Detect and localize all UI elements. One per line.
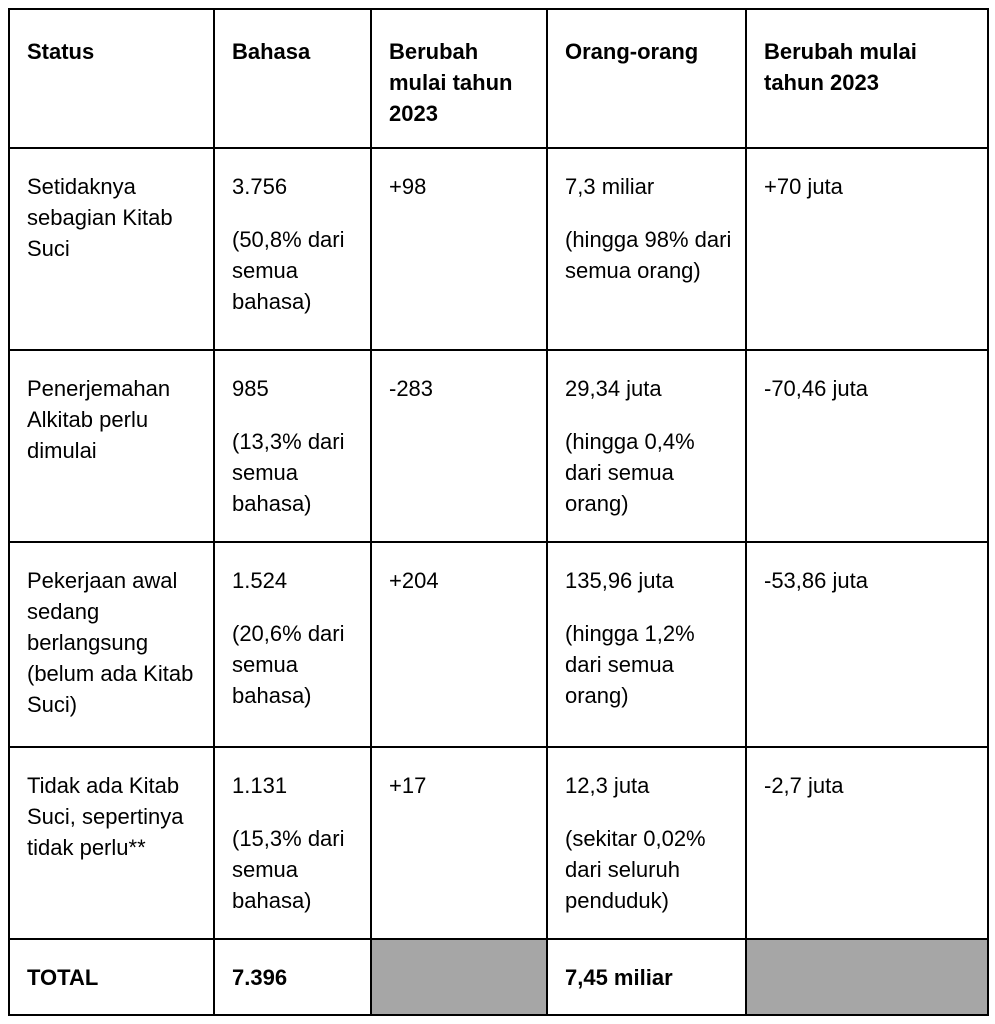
- languages-note: (20,6% dari semua bahasa): [232, 621, 345, 709]
- people-change-value: -2,7 juta: [764, 773, 844, 799]
- status-label: Tidak ada Kitab Suci, sepertinya tidak perlu**: [27, 773, 184, 861]
- people-cell: [547, 747, 746, 939]
- languages-note: (13,3% dari semua bahasa): [232, 429, 345, 517]
- status-label: Penerjemahan Alkitab perlu dimulai: [27, 376, 171, 464]
- languages-change-cell: [371, 148, 547, 350]
- languages-change-cell: [371, 542, 547, 747]
- people-change-value: -70,46 juta: [764, 376, 868, 402]
- languages-value: 985: [232, 376, 269, 402]
- languages-cell: [214, 542, 371, 747]
- column-header-languages: Bahasa: [214, 9, 371, 148]
- people-change-cell: [746, 747, 988, 939]
- status-cell: [9, 747, 214, 939]
- empty-gray-cell: [371, 939, 547, 1015]
- languages-change-value: -283: [389, 376, 434, 402]
- people-note: (hingga 98% dari semua orang): [565, 227, 732, 284]
- total-people-cell: 7,45 miliar: [547, 939, 746, 1015]
- languages-value: 1.524: [232, 568, 288, 594]
- column-header-people: Orang-orang: [547, 9, 746, 148]
- people-change-cell: [746, 542, 988, 747]
- people-note: (hingga 1,2% dari semua orang): [565, 621, 695, 709]
- languages-change-cell: [371, 747, 547, 939]
- status-label: Setidaknya sebagian Kitab Suci: [27, 174, 173, 262]
- people-cell: [547, 148, 746, 350]
- status-cell: [9, 542, 214, 747]
- people-change-cell: [746, 350, 988, 542]
- bible-translation-status-table: [8, 8, 989, 1016]
- total-row: [9, 939, 988, 1015]
- languages-cell: [214, 350, 371, 542]
- status-cell: [9, 148, 214, 350]
- empty-gray-cell: [746, 939, 988, 1015]
- table-row: [9, 747, 988, 939]
- status-cell: [9, 350, 214, 542]
- total-label-cell: TOTAL: [9, 939, 214, 1015]
- column-header-languages-change: Berubah mulai tahun 2023: [371, 9, 547, 148]
- people-note: (sekitar 0,02% dari seluruh penduduk): [565, 826, 706, 914]
- header-row: [9, 9, 988, 148]
- languages-change-value: +204: [389, 568, 439, 594]
- column-header-status: Status: [9, 9, 214, 148]
- languages-cell: [214, 747, 371, 939]
- people-value: 29,34 juta: [565, 376, 662, 402]
- languages-cell: [214, 148, 371, 350]
- languages-note: (50,8% dari semua bahasa): [232, 227, 345, 315]
- people-change-value: -53,86 juta: [764, 568, 868, 594]
- people-cell: [547, 542, 746, 747]
- column-header-people-change: Berubah mulai tahun 2023: [746, 9, 988, 148]
- people-value: 7,3 miliar: [565, 174, 655, 200]
- table-row: [9, 350, 988, 542]
- table-row: [9, 148, 988, 350]
- people-change-value: +70 juta: [764, 174, 843, 200]
- languages-value: 3.756: [232, 174, 288, 200]
- total-languages-cell: 7.396: [214, 939, 371, 1015]
- languages-change-cell: [371, 350, 547, 542]
- languages-value: 1.131: [232, 773, 288, 799]
- people-cell: [547, 350, 746, 542]
- languages-change-value: +98: [389, 174, 427, 200]
- status-label: Pekerjaan awal sedang berlangsung (belum ada Kitab Suci): [27, 568, 194, 718]
- table-row: [9, 542, 988, 747]
- people-change-cell: [746, 148, 988, 350]
- people-value: 12,3 juta: [565, 773, 650, 799]
- languages-note: (15,3% dari semua bahasa): [232, 826, 345, 914]
- people-value: 135,96 juta: [565, 568, 674, 594]
- languages-change-value: +17: [389, 773, 427, 799]
- people-note: (hingga 0,4% dari semua orang): [565, 429, 695, 517]
